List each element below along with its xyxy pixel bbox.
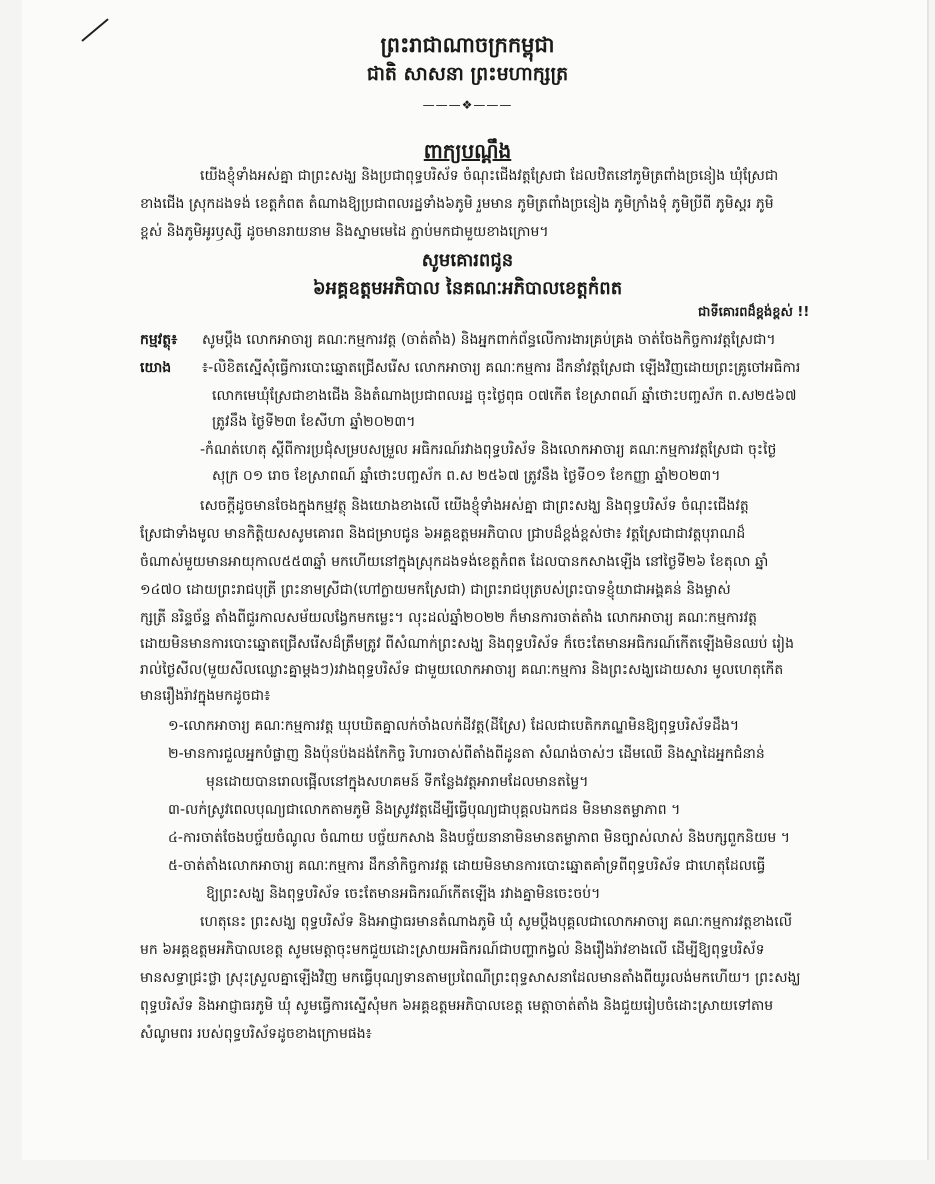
body-line: សេចក្តីដូចមានចែងក្នុងកម្មវត្ថុ និងយោងខាងលើ យើងខ្ញុំទាំងអស់គ្នា ជាព្រះសង្ឃ និងពុទ្ធបរិស័ទ ចំណុះជើងវត្ត [200,498,749,514]
document-title: ពាក្យបណ្តឹង [423,139,512,163]
body-line: ដោយមិនមានការបោះឆ្នោតជ្រើសរើសដ៏ត្រឹមត្រូវ ពីសំណាក់ព្រះសង្ឃ និងពុទ្ធបរិស័ទ ក៏ចេះតែមានអធិករណ៍កើតឡើងមិនឈប់ រៀង [140,636,794,652]
intro-line: ខាងជើង ស្រុកដងទង់ ខេត្តកំពត តំណាងឱ្យប្រជាពលរដ្ឋទាំង៦ភូមិ រួមមាន ភូមិត្រពាំងច្រនៀង ភូមិក្រាំងទុំ ភូមិប្រីពី ភូមិស្គរ ភូមិ [140,196,774,212]
addressee-line1: សូមគោរពជូន [421,250,514,271]
list-item: មុនដោយបានរោលផ្អើលនៅក្នុងសហគមន៍ ទីកន្លែងវត្តអារាមដែលមានតម្លៃ។ [206,774,589,790]
reference-line: -កំណត់ហេតុ ស្តីពីការប្រជុំសម្របសម្រួល អធិករណ៍រវាងពុទ្ធបរិស័ទ និងលោកអាចារ្យ គណៈកម្មការវត្តស្រែជា ចុះថ្ងៃ [200,442,777,458]
addressee-line2: ៦អគ្គឧត្តមអភិបាល នៃគណៈអភិបាលខេត្តកំពត [312,278,623,299]
closing-line: ពុទ្ធបរិស័ទ និងអាជ្ញាធរភូមិ ឃុំ សូមធ្វើការស្នើសុំមក ៦អគ្គឧត្តមអភិបាលខេត្ត មេត្តាចាត់តាំង និងជួយរៀបចំដោះស្រាយទៅតាម [140,998,774,1014]
subject-label: កម្មវត្ថុ៖ [140,332,178,348]
closing-line: មានសទ្ធាជ្រះថ្លា ស្រុះស្រួលគ្នាឡើងវិញ មកធ្វើបុណ្យទានតាមប្រពៃណីព្រះពុទ្ធសាសនាដែលមានតាំងពីយូរលង់មកហើយ។ ព្រះសង្ឃ [140,970,801,986]
list-item: ៥-ចាត់តាំងលោកអាចារ្យ គណៈកម្មការ ដឹកនាំកិច្ចការវត្ត ដោយមិនមានការបោះឆ្នោតគាំទ្រពីពុទ្ធបរិស័ទ ជាហេតុដែលធ្វើ [168,858,766,874]
list-item: ៣-លក់ស្រូវពេលបុណ្យជាលោកតាមភូមិ និងស្រូវវត្តដើម្បីធ្វើបុណ្យជាបុគ្គលឯកជន មិនមានតម្លាភាព ។ [168,802,681,818]
closing-line: ហេតុនេះ ព្រះសង្ឃ ពុទ្ធបរិស័ទ និងអាជ្ញាធរមានតំណាងភូមិ ឃុំ សូមប្តឹងបុគ្គលជាលោកអាចារ្យ គណៈកម្មការវត្តខាងលើ [200,914,793,930]
reference-line: សុក្រ ០១ រោច ខែស្រាពណ៍ ឆ្នាំថោះបញ្ចស័ក ព.ស ២៥៦៧ ត្រូវនឹង ថ្ងៃទី០១ ខែកញ្ញា ឆ្នាំ២០២៣។ [212,468,721,484]
body-line: ក្សត្រី នរិន្ទច័ន្ទ តាំងពីជួរកាលសម័យលង្វែកមកម្លេះ។ លុះដល់ឆ្នាំ២០២២ ក៏មានការចាត់តាំង លោកអាចារ្យ គណៈកម្មការវត្ត [140,610,758,626]
reference-line: លោកមេឃុំស្រែជាខាងជើង និងតំណាងប្រជាពលរដ្ឋ ចុះថ្ងៃពុធ ០៧កើត ខែស្រាពណ៍ ឆ្នាំថោះបញ្ចស័ក ព.ស២៥៦៧ [212,388,797,404]
subject-text: សូមប្តឹង លោកអាចារ្យ គណៈកម្មការវត្ត (ចាត់តាំង) និងអ្នកពាក់ព័ន្ធលើការងារគ្រប់គ្រង ចាត់ចែងកិច្ចការវត្តស្រែជា។ [202,332,776,348]
kingdom-header: ព្រះរាជាណាចក្រកម្ពុជា [380,33,555,57]
closing-line: មក ៦អគ្គឧត្តមអភិបាលខេត្ត សូមមេត្តាចុះមកជួយដោះស្រាយអធិករណ៍ជាបញ្ហាកង្វល់ និងរឿងរ៉ាវខាងលើ ដើម្បីឱ្យពុទ្ធបរិស័ទ [140,942,765,958]
reference-label: យោង [140,360,172,376]
reference-line: ៖-លិខិតស្នើសុំធ្វើការបោះឆ្នោតជ្រើសរើស លោកអាចារ្យ គណៈកម្មការ ដឹកនាំវត្តស្រែជា ឡើងវិញដោយព្រះគ្រូចៅអធិការ [202,360,801,376]
national-motto: ជាតិ សាសនា ព្រះមហាក្សត្រ [366,63,569,85]
list-item: ៤-ការចាត់ចែងបច្ច័យចំណូល ចំណាយ បច្ច័យកសាង និងបច្ច័យនានាមិនមានតម្លាភាព មិនច្បាស់លាស់ និងបក្សពួកនិយម ។ [168,830,790,846]
intro-line: យើងខ្ញុំទាំងអស់គ្នា ជាព្រះសង្ឃ និងប្រជាពុទ្ធបរិស័ទ ចំណុះជើងវត្តស្រែជា ដែលឋិតនៅភូមិត្រពាំងច្រនៀង ឃុំស្រែជា [200,168,779,184]
body-line: ១៤៧០ ដោយព្រះរាជបុត្រី ព្រះនាមស្រីជា(ហៅក្លាយមកស្រែជា) ជាព្រះរាជបុត្របស់ព្រះបាទខ្ញុំយាជាអង្គគន់ និងម្ចាស់ [140,582,731,598]
respect-line: ជាទីគោរពដ៏ខ្ពង់ខ្ពស់ !! [698,305,810,320]
intro-line: ខ្ពស់ និងភូមិអូរឫស្សី ដូចមានរាយនាម និងស្នាមមេដៃ ភ្ជាប់មកជាមួយខាងក្រោម។ [140,224,549,240]
header-ornament: ———❖——— [422,98,513,112]
list-item: ១-លោកអាចារ្យ គណៈកម្មការវត្ត ឃុបឃិតគ្នាលក់ចាំងលក់ដីវត្ត(ដីស្រែ) ដែលជាបេតិកភណ្ឌមិនឱ្យពុទ្ធបរិស័ទដឹង។ [168,718,740,734]
body-line: មានរឿងរ៉ាវក្នុងមកដូចជា៖ [140,688,271,704]
body-line: ចំណាស់មួយមានអាយុកាល៥៥៣ឆ្នាំ មកហើយនៅក្នុងស្រុកដងទង់ខេត្តកំពត ដែលបានកសាងឡើង នៅថ្ងៃទី២៦ ខែតុលា ឆ្នាំ [140,554,769,570]
body-line: រាល់ថ្ងៃសីល(មួយសីលឈ្លោះគ្នាម្តងៗ)រវាងពុទ្ធបរិស័ទ ជាមួយលោកអាចារ្យ គណៈកម្មការ និងព្រះសង្ឃដោយសារ មូលហេតុកើត [140,662,784,678]
body-line: ស្រែជាទាំងមូល មានកិត្តិយសសូមគោរព និងជម្រាបជូន ៦អគ្គឧត្តមអភិបាល ជ្រាបដ៏ខ្ពង់ខ្ពស់ថា៖ វត្តស្រែជាជាវត្តបុរាណដ៏ [140,526,746,542]
list-item: ២-មានការជួលអ្នកបំផ្លាញ និងប៉ុនប៉ងដង់កែកិច្ច រិហារចាស់ពីតាំងពីដូនតា សំណង់ចាស់ៗ ដើមឈើ និងស្នាដៃអ្នកជំនាន់ [168,746,765,762]
reference-line: ត្រូវនឹង ថ្ងៃទី២៣ ខែសីហា ឆ្នាំ២០២៣។ [212,414,416,430]
list-item: ឱ្យព្រះសង្ឃ និងពុទ្ធបរិស័ទ ចេះតែមានអធិករណ៍កើតឡើង រវាងគ្នាមិនចេះចប់។ [206,886,601,902]
closing-line: សំណូមពរ របស់ពុទ្ធបរិស័ទដូចខាងក្រោមផង៖ [140,1026,372,1042]
